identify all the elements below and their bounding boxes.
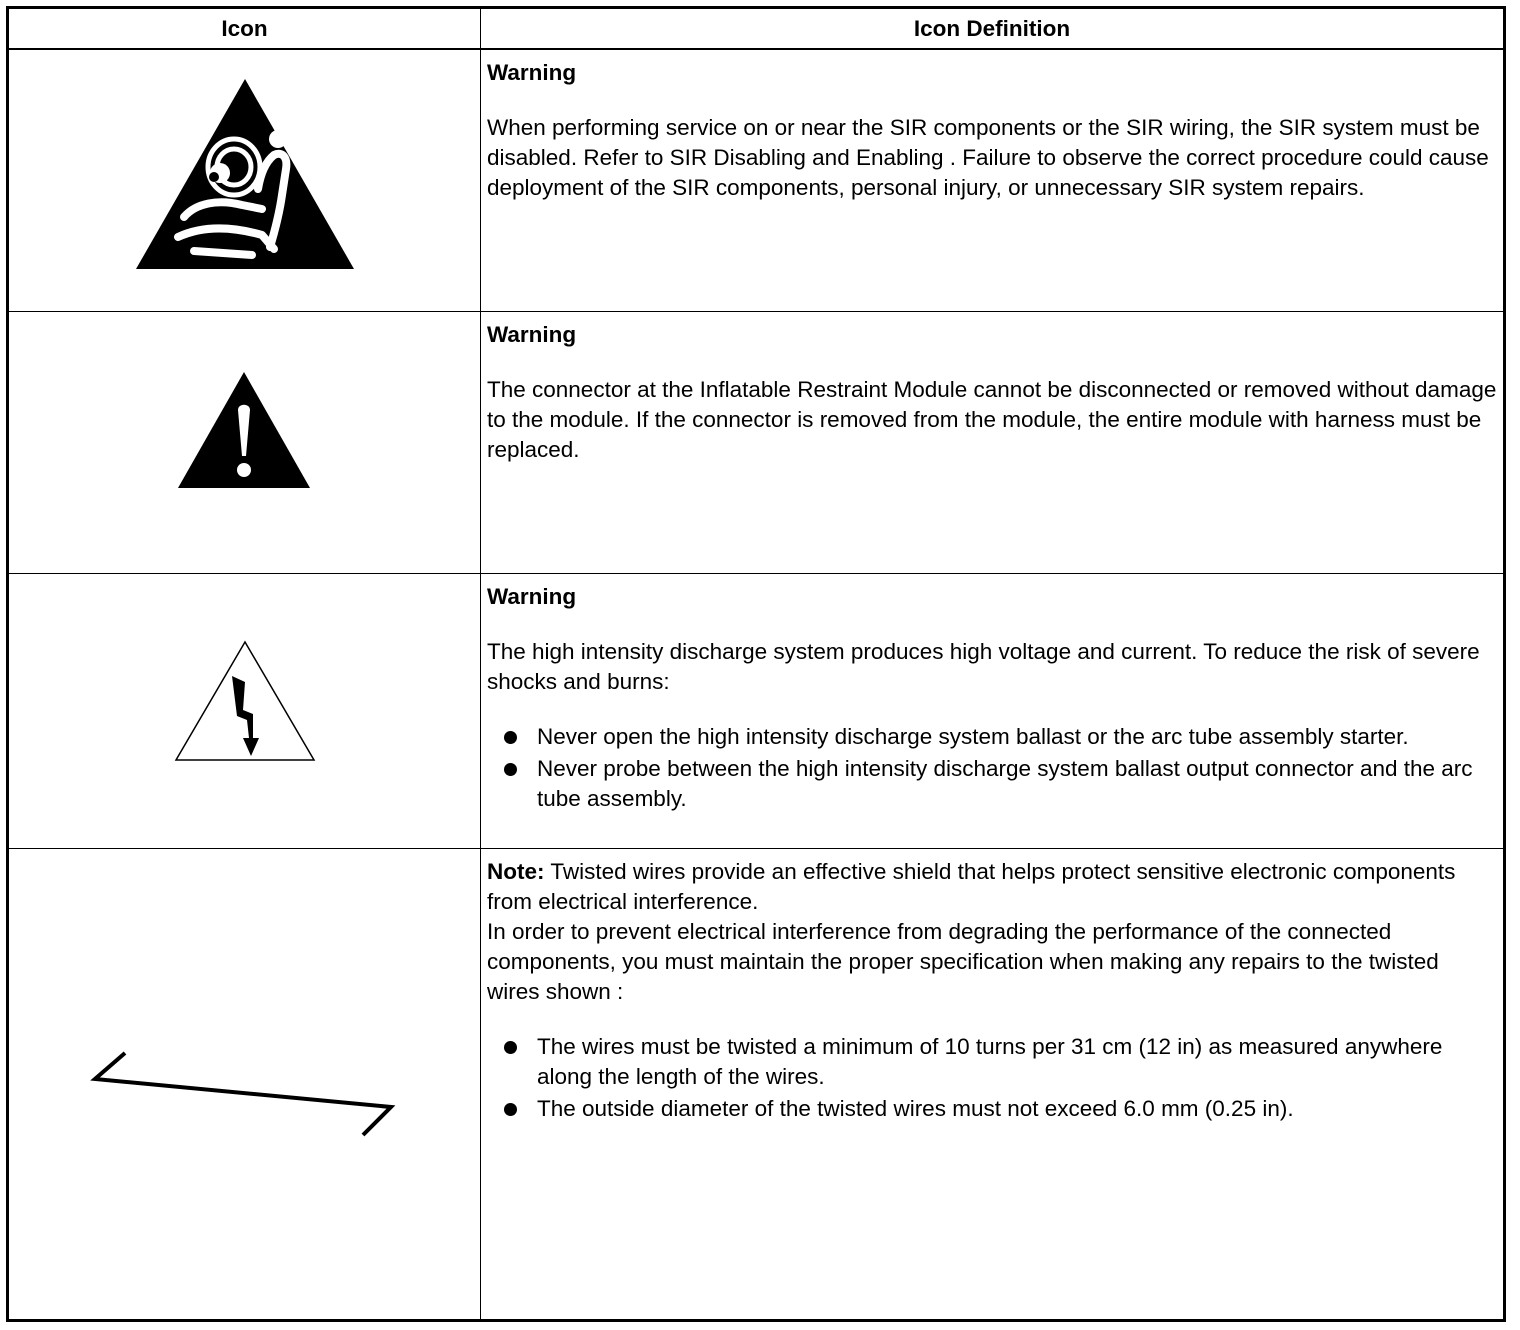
icon-column-header: Icon xyxy=(9,9,481,48)
warning-heading: Warning xyxy=(487,322,577,347)
note-paragraph xyxy=(487,857,1497,917)
table-row xyxy=(9,311,1503,573)
icon-cell xyxy=(9,574,481,848)
bullet-icon xyxy=(504,1103,517,1116)
definition-text: When performing service on or near the SIR components or the SIR wiring, the SIR system must be disabled. Refer to SIR Disabling and Enabling . Failure to observe the correct procedure could cause deployment of the SIR components, personal injury, or unnecessary SIR system repairs. xyxy=(487,115,1489,200)
high-voltage-warning-icon xyxy=(173,638,317,764)
definition-cell xyxy=(481,849,1503,1319)
bullet-list xyxy=(487,722,1497,814)
icon-cell xyxy=(9,312,481,573)
airbag-warning-icon xyxy=(134,77,356,271)
icon-cell xyxy=(9,849,481,1319)
list-item xyxy=(487,722,1497,752)
warning-heading: Warning xyxy=(487,584,577,609)
definition-cell xyxy=(481,574,1503,848)
icon-definition-table xyxy=(6,6,1506,1322)
note-text: Twisted wires provide an effective shield that helps protect sensitive electronic components from electrical interference. xyxy=(487,859,1456,914)
definition-cell xyxy=(481,312,1503,573)
list-item-text: Never probe between the high intensity discharge system ballast output connector and the arc tube assembly. xyxy=(537,756,1473,811)
bullet-icon xyxy=(504,731,517,744)
table-header-row xyxy=(9,9,1503,49)
table-row xyxy=(9,49,1503,311)
table-row xyxy=(9,573,1503,848)
list-item-text: Never open the high intensity discharge system ballast or the arc tube assembly starter. xyxy=(537,724,1409,749)
list-item-text: The outside diameter of the twisted wires must not exceed 6.0 mm (0.25 in). xyxy=(537,1096,1294,1121)
definition-column-header: Icon Definition xyxy=(913,15,1071,41)
list-item xyxy=(487,1032,1497,1092)
list-item xyxy=(487,754,1497,814)
twisted-wire-icon xyxy=(87,1049,399,1141)
icon-cell xyxy=(9,50,481,311)
definition-text: The connector at the Inflatable Restraint Module cannot be disconnected or removed without damage to the module. If the connector is removed from the module, the entire module with harness must be replaced. xyxy=(487,377,1497,462)
table-row xyxy=(9,848,1503,1319)
list-item xyxy=(487,1094,1497,1124)
warning-heading: Warning xyxy=(487,60,577,85)
list-item-text: The wires must be twisted a minimum of 10 turns per 31 cm (12 in) as measured anywhere along the length of the wires. xyxy=(537,1034,1443,1089)
definition-text: The high intensity discharge system produces high voltage and current. To reduce the risk of severe shocks and burns: xyxy=(487,639,1480,694)
definition-cell xyxy=(481,50,1503,311)
note-label: Note: xyxy=(487,859,545,884)
definition-text: In order to prevent electrical interference from degrading the performance of the connected components, you must maintain the proper specification when making any repairs to the twisted wires shown : xyxy=(487,919,1439,1004)
bullet-icon xyxy=(504,763,517,776)
bullet-icon xyxy=(504,1041,517,1054)
bullet-list xyxy=(487,1032,1497,1124)
exclamation-warning-icon xyxy=(176,370,312,490)
